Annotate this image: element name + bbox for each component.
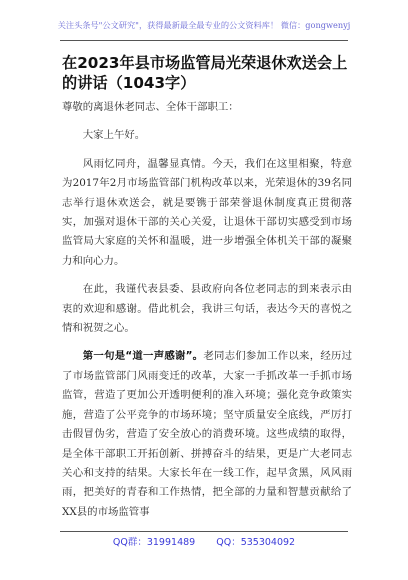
paragraph-3-text: 老同志们参加工作以来，经历过了市场监管部门风雨变迁的改革，大家一手抓改革一手抓市场监管，营造了更加公开透明便利的准入环境；强化竞争政策实施，营造了公平竞争的市场环境；坚守质量安全底线，严厉打击假冒伪劣，营造了安全放心的消费环境。这些成绩的取得，是全体干部职工开拓创新、拼搏奋斗的结果，更是广大老同志关心和支持的结果。大家长年在一线工作，起早贪黑，风风雨雨，把美好的青春和工作热情，把全部的力量和智慧贡献给了XX县的市场监管事 (62, 350, 352, 518)
paragraph-3 (62, 347, 352, 522)
greeting: 大家上午好。 (82, 129, 146, 142)
header-banner: 关注头条号"公文研究"，获得最新最全最专业的公文资料库！ 微信：gongwenyj (57, 20, 351, 30)
salutation: 尊敬的离退休老同志、全体干部职工： (62, 101, 239, 113)
document-body (62, 98, 352, 522)
footer (0, 534, 408, 548)
paragraph-2: 在此，我谨代表县委、县政府向各位老同志的到来表示由衷的欢迎和感谢。借此机会，我讲三句话，表达今天的喜悦之情和祝贺之心。 (62, 283, 352, 335)
footer-divider (60, 531, 348, 532)
header-divider (60, 40, 348, 41)
footer-qq-contact: QQ：535304092 (216, 537, 296, 548)
document-title: 在2023年县市场监管局光荣退休欢送会上的讲话（1043字） (62, 54, 348, 92)
paragraph-3-lead: 第一句是“道一声感谢”。 (82, 350, 204, 363)
footer-qq-group: QQ群：31991489 (112, 537, 196, 548)
paragraph-1: 风雨忆同舟，温馨显真情。今天，我们在这里相聚，特意为2017年2月市场监管部门机构改革以来，光荣退休的39名同志举行退休欢送会，就是要镌于部荣誉退休制度真正贯彻落实，加强对退休干部的关心关爱，让退休干部切实感受到市场监管局大家庭的关怀和温暖，进一步增强全体机关干部的凝聚力和向心力。 (62, 157, 352, 267)
